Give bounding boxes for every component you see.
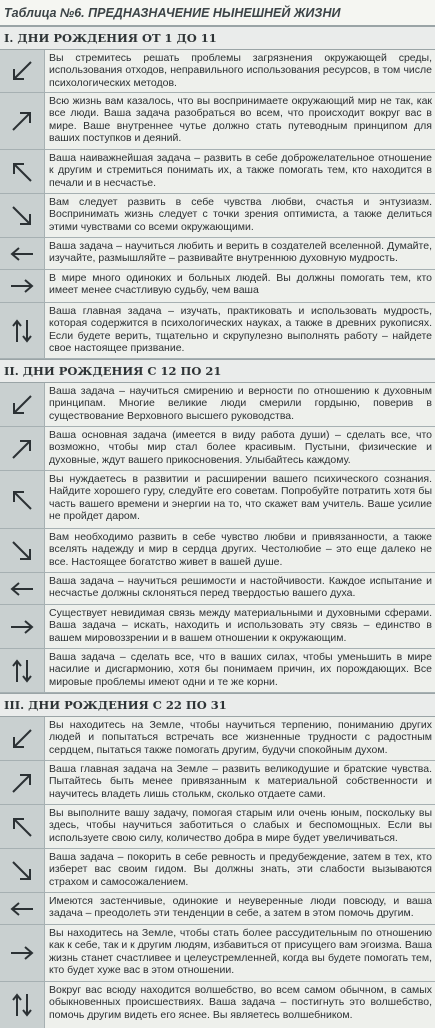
- table-row: [0, 471, 435, 529]
- table-row: [0, 805, 435, 849]
- row-text: Ваша задача – научиться смирению и верности по отношению к духовным принципам. Многие великие люди смерили гордыню, поверив в существование Верховного высшего руководства.: [45, 383, 435, 426]
- arrow-up-right-icon: [0, 93, 45, 149]
- arrow-up-down-icon: [0, 982, 45, 1028]
- table-row: [0, 761, 435, 805]
- arrow-down-left-icon: [0, 717, 45, 760]
- section-heading: III. ДНИ РОЖДЕНИЯ С 22 ПО 31: [0, 693, 435, 717]
- row-text: Вы стремитесь решать проблемы загрязнения окружающей среды, использования отходов, неправильного использования ресурсов, в том числе психологических методов.: [45, 50, 435, 92]
- arrow-right-icon: [0, 925, 45, 981]
- row-text: Вы находитесь на Земле, чтобы научиться терпению, пониманию других людей и попытаться встречать все жизненные трудности с радостным сердцем, пытаться также помогать другим, будучи спокойным духом.: [45, 717, 435, 760]
- table-row: [0, 717, 435, 761]
- row-text: Имеются застенчивые, одинокие и неуверенные люди повсюду, и ваша задача – преодолеть эти тенденции в себе, а затем в этом помочь другим.: [45, 893, 435, 924]
- row-text: Ваша главная задача на Земле – развить великодушие и братские чувства. Пытайтесь быть менее привязанным к материальной собственности и научитесь владеть лишь столькм, сколько отдаете сами.: [45, 761, 435, 804]
- table-row: [0, 150, 435, 194]
- table-row: [0, 849, 435, 893]
- row-text: Вы выполните вашу задачу, помогая старым или очень юным, поскольку вы здесь, чтобы научиться заботиться о слабых и беспомощных. Если вы используете свою силу, количество добра в мире будет увеличиваться.: [45, 805, 435, 848]
- arrow-up-right-icon: [0, 761, 45, 804]
- row-text: Вы нуждаетесь в развитии и расширении вашего психического сознания. Найдите хорошего гуру, следуйте его советам. Попробуйте потратить хотя бы часть вашего времени и энергии на то, что скажет вам учитель. Ваше усилие не пройдет даром.: [45, 471, 435, 528]
- row-text: Ваша наиважнейшая задача – развить в себе доброжелательное отношение к другим и стремиться понимать их, а также помогать тем, кто находится в печали и в несчастье.: [45, 150, 435, 193]
- row-text: Вокруг вас всюду находится волшебство, во всем самом обычном, в самых обыкновенных происшествиях. Ваша задача – постигнуть это волшебство, помочь другим видеть его яснее. Вы являетесь волшебником.: [45, 982, 435, 1028]
- table-row: [0, 982, 435, 1028]
- row-text: Ваша задача – научиться любить и верить в создателей вселенной. Думайте, изучайте, размышляйте – развивайте внутреннюю духовную мудрость.: [45, 238, 435, 269]
- table-row: [0, 383, 435, 427]
- arrow-up-right-icon: [0, 427, 45, 470]
- table-row: [0, 427, 435, 471]
- table-row: [0, 893, 435, 925]
- row-text: Ваша задача – сделать все, что в ваших силах, чтобы уменьшить в мире насилие и дисгармонию, хотя бы понимаем причин, их порождающих. Все мировые проблемы имеют одни и те же корни.: [45, 649, 435, 692]
- arrow-up-left-icon: [0, 150, 45, 193]
- table-row: [0, 194, 435, 238]
- table-title: Таблица №6. ПРЕДНАЗНАЧЕНИЕ НЫНЕШНЕЙ ЖИЗНИ: [0, 0, 435, 26]
- row-text: Вам следует развить в себе чувства любви, счастья и энтузиазм. Воспринимать жизнь следует с точки зрения оптимиста, а также делиться этими чувствами со всеми окружающими.: [45, 194, 435, 237]
- arrow-left-icon: [0, 893, 45, 924]
- arrow-up-down-icon: [0, 303, 45, 358]
- table-row: [0, 270, 435, 303]
- table-row: [0, 93, 435, 150]
- row-text: Вы находитесь на Земле, чтобы стать более рассудительным по отношению как к себе, так и к другим людям, избавиться от присущего вам эгоизма. Ваша жизнь станет счастливее и целеустремленней, когда вы будете помогать тем, кто будет хуже вас в этом отношении.: [45, 925, 435, 981]
- arrow-up-left-icon: [0, 805, 45, 848]
- arrow-left-icon: [0, 573, 45, 604]
- row-text: Ваша главная задача – изучать, практиковать и использовать мудрость, которая содержится в психологических науках, а также в древних рукописях. Если будете верить, тщательно и скрупулезно выполнять работу – найдете свое настоящее призвание.: [45, 303, 435, 358]
- table-row: [0, 573, 435, 605]
- row-text: Вам необходимо развить в себе чувство любви и привязанности, а также вселять надежду и мир в сердца других. Честолюбие – это еще далеко не все. Настоящее богатство живет в вашей душе.: [45, 529, 435, 572]
- table-row: [0, 238, 435, 270]
- arrow-down-right-icon: [0, 529, 45, 572]
- table-row: [0, 303, 435, 359]
- table-row: [0, 649, 435, 693]
- arrow-down-right-icon: [0, 849, 45, 892]
- row-text: Всю жизнь вам казалось, что вы воспринимаете окружающий мир не так, как все люди. Ваша задача разобраться во всем, что происходит вокруг вас в мире. Ваше внутреннее чутье должно стать путеводным принципом для ваших поступков и деяний.: [45, 93, 435, 149]
- arrow-right-icon: [0, 605, 45, 648]
- row-text: В мире много одиноких и больных людей. Вы должны помогать тем, кто имеет менее счастливую судьбу, чем ваша: [45, 270, 435, 302]
- table-row: [0, 50, 435, 93]
- arrow-right-icon: [0, 270, 45, 302]
- section-heading: I. ДНИ РОЖДЕНИЯ ОТ 1 ДО 11: [0, 26, 435, 50]
- arrow-down-left-icon: [0, 383, 45, 426]
- table-row: [0, 605, 435, 649]
- row-text: Ваша задача – научиться решимости и настойчивости. Каждое испытание и несчастье должны склоняться перед твердостью вашего духа.: [45, 573, 435, 604]
- section-heading: II. ДНИ РОЖДЕНИЯ С 12 ПО 21: [0, 359, 435, 383]
- arrow-left-icon: [0, 238, 45, 269]
- arrow-down-left-icon: [0, 50, 45, 92]
- row-text: Существует невидимая связь между материальными и духовными сферами. Ваша задача – искать, находить и использовать эту связь – единство в вашем мировоззрении и в вашем отношении к окружающим.: [45, 605, 435, 648]
- row-text: Ваша основная задача (имеется в виду работа души) – сделать все, что возможно, чтобы мир стал более красивым. Пустыни, физические и духовные, ждут вашего прикосновения. Улыбайтесь каждому.: [45, 427, 435, 470]
- table-row: [0, 529, 435, 573]
- arrow-up-left-icon: [0, 471, 45, 528]
- row-text: Ваша задача – покорить в себе ревность и предубеждение, затем в тех, кто изберет вас своим гидом. Вы должны знать, эти слабости вызываются страхом и самосожалением.: [45, 849, 435, 892]
- arrow-up-down-icon: [0, 649, 45, 692]
- arrow-down-right-icon: [0, 194, 45, 237]
- table-row: [0, 925, 435, 982]
